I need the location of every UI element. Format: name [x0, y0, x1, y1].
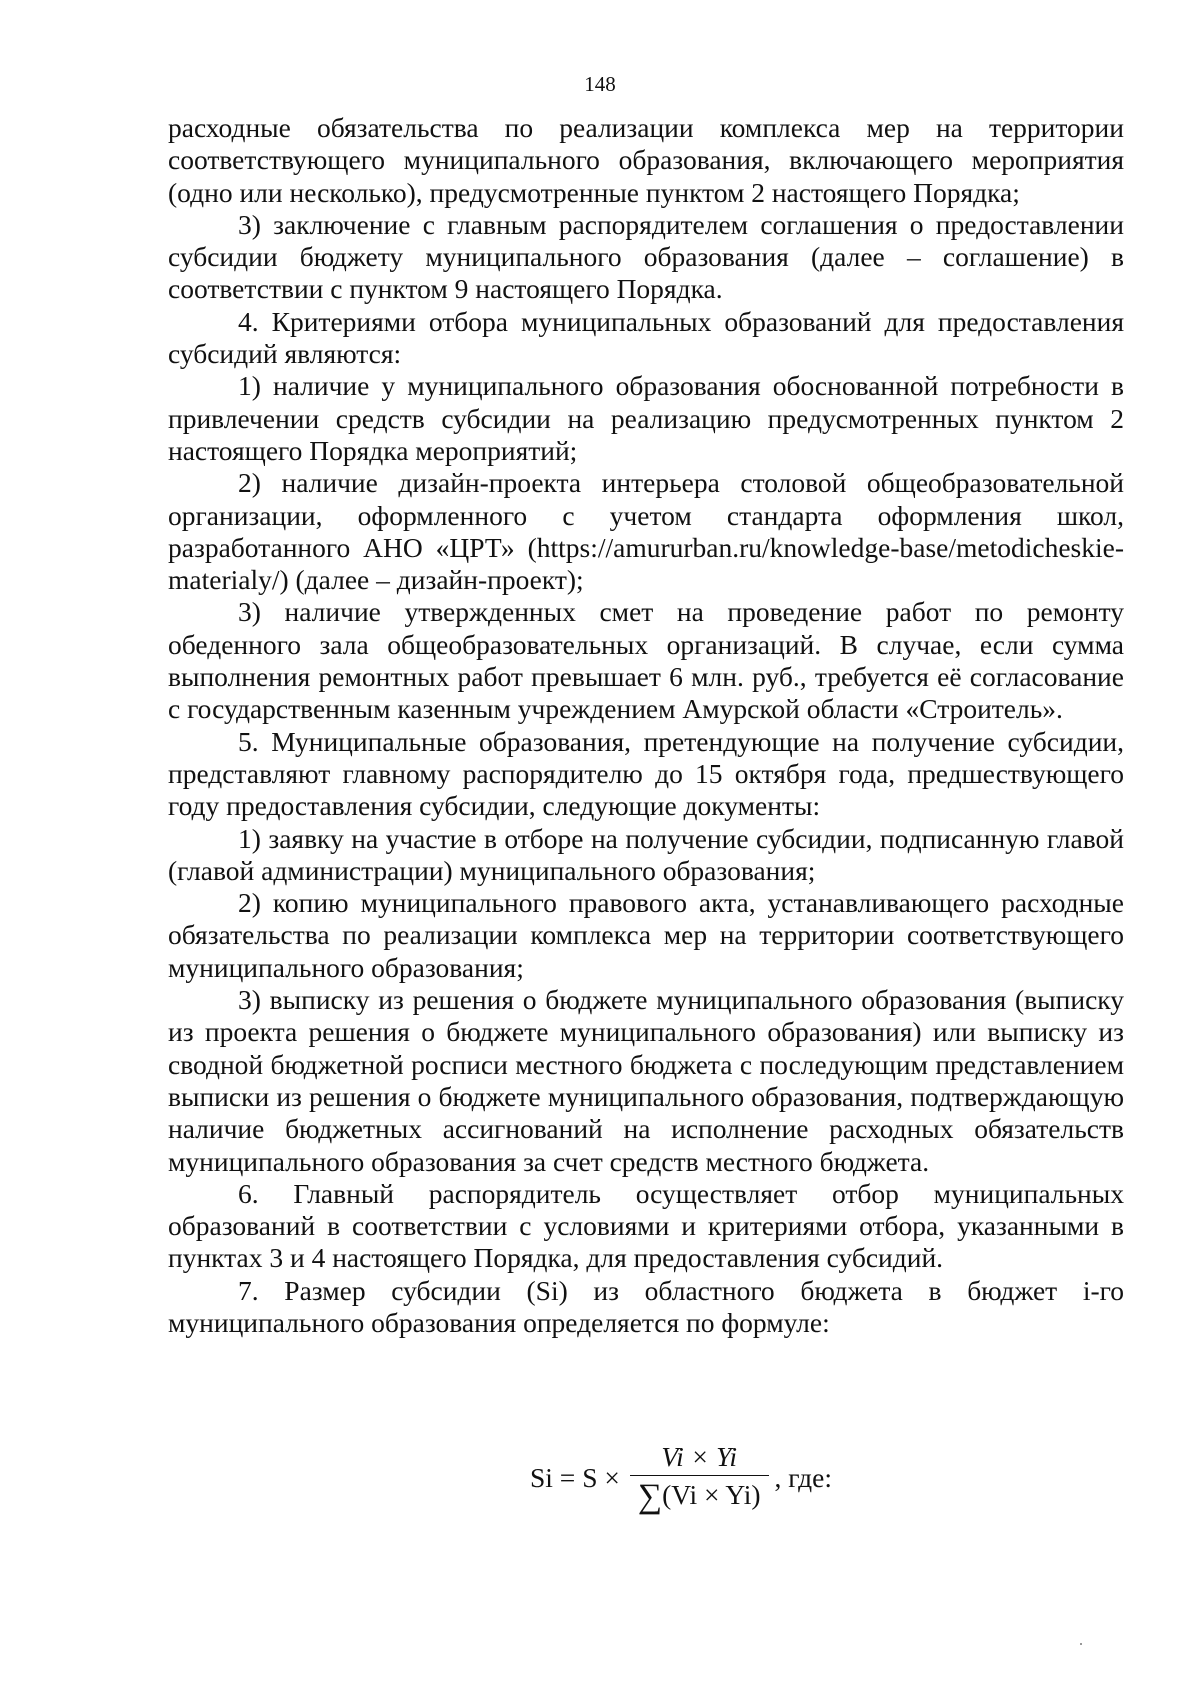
paragraph-document-1: 1) заявку на участие в отборе на получение субсидии, подписанную главой (главой администрации) муниципального образования; — [168, 822, 1124, 886]
formula-lhs: Si = S × — [530, 1462, 620, 1493]
paragraph-section-7: 7. Размер субсидии (Si) из областного бюджета в бюджет i-го муниципального образования определяется по формуле: — [168, 1274, 1124, 1338]
paragraph-section-6: 6. Главный распорядитель осуществляет отбор муниципальных образований в соответствии с условиями и критериями отбора, указанными в пунктах 3 и 4 настоящего Порядка, для предоставления субсидий. — [168, 1177, 1124, 1274]
formula-denominator-wrap — [630, 1475, 769, 1516]
scan-artifact — [1080, 1643, 1082, 1645]
document-body — [168, 112, 1124, 1339]
paragraph-criterion-1: 1) наличие у муниципального образования обоснованной потребности в привлечении средств субсидии на реализацию предусмотренных пунктом 2 настоящего Порядка мероприятий; — [168, 370, 1124, 466]
paragraph-section-5: 5. Муниципальные образования, претендующие на получение субсидии, представляют главному распорядителю до 15 октября года, предшествующего году предоставления субсидии, следующие документы: — [168, 725, 1124, 822]
paragraph-section-4: 4. Критериями отбора муниципальных образований для предоставления субсидий являются: — [168, 305, 1124, 370]
paragraph-document-3: 3) выписку из решения о бюджете муниципального образования (выписку из проекта решения о бюджете муниципального образования) или выписку из сводной бюджетной росписи местного бюджета с последующим представлением выписки из решения о бюджете муниципального образования, подтверждающую наличие бюджетных ассигнований на исполнение расходных обязательств муниципального образования за счет средств местного бюджета. — [168, 984, 1124, 1177]
paragraph-item-3-agreement: 3) заключение с главным распорядителем соглашения о предоставлении субсидии бюджету муниципального образования (далее – соглашение) в соответствии с пунктом 9 настоящего Порядка. — [168, 208, 1124, 305]
paragraph-continuation: расходные обязательства по реализации комплекса мер на территории соответствующего муниципального образования, включающего мероприятия (одно или несколько), предусмотренные пунктом 2 настоящего Порядка; — [168, 112, 1124, 208]
formula-denominator: (Vi × Yi) — [662, 1478, 761, 1510]
formula-suffix: , где: — [774, 1462, 833, 1493]
formula-numerator: Vi × Yi — [661, 1440, 737, 1472]
paragraph-criterion-3: 3) наличие утвержденных смет на проведение работ по ремонту обеденного зала общеобразовательных организаций. В случае, если сумма выполнения ремонтных работ превышает 6 млн. руб., требуется её согласование с государственным казенным учреждением Амурской области «Строитель». — [168, 596, 1124, 725]
subsidy-formula — [530, 1438, 832, 1518]
sigma-symbol: ∑ — [637, 1477, 663, 1515]
page-number: 148 — [584, 72, 616, 96]
formula-fraction — [630, 1441, 769, 1516]
paragraph-document-2: 2) копию муниципального правового акта, устанавливающего расходные обязательства по реализации комплекса мер на территории соответствующего муниципального образования; — [168, 887, 1124, 983]
paragraph-criterion-2: 2) наличие дизайн-проекта интерьера столовой общеобразовательной организации, оформленного с учетом стандарта оформления школ, разработанного АНО «ЦРТ» (https://amururban.ru/knowledge-base/metodicheskie-materialy/) (далее – дизайн-проект); — [168, 467, 1124, 596]
